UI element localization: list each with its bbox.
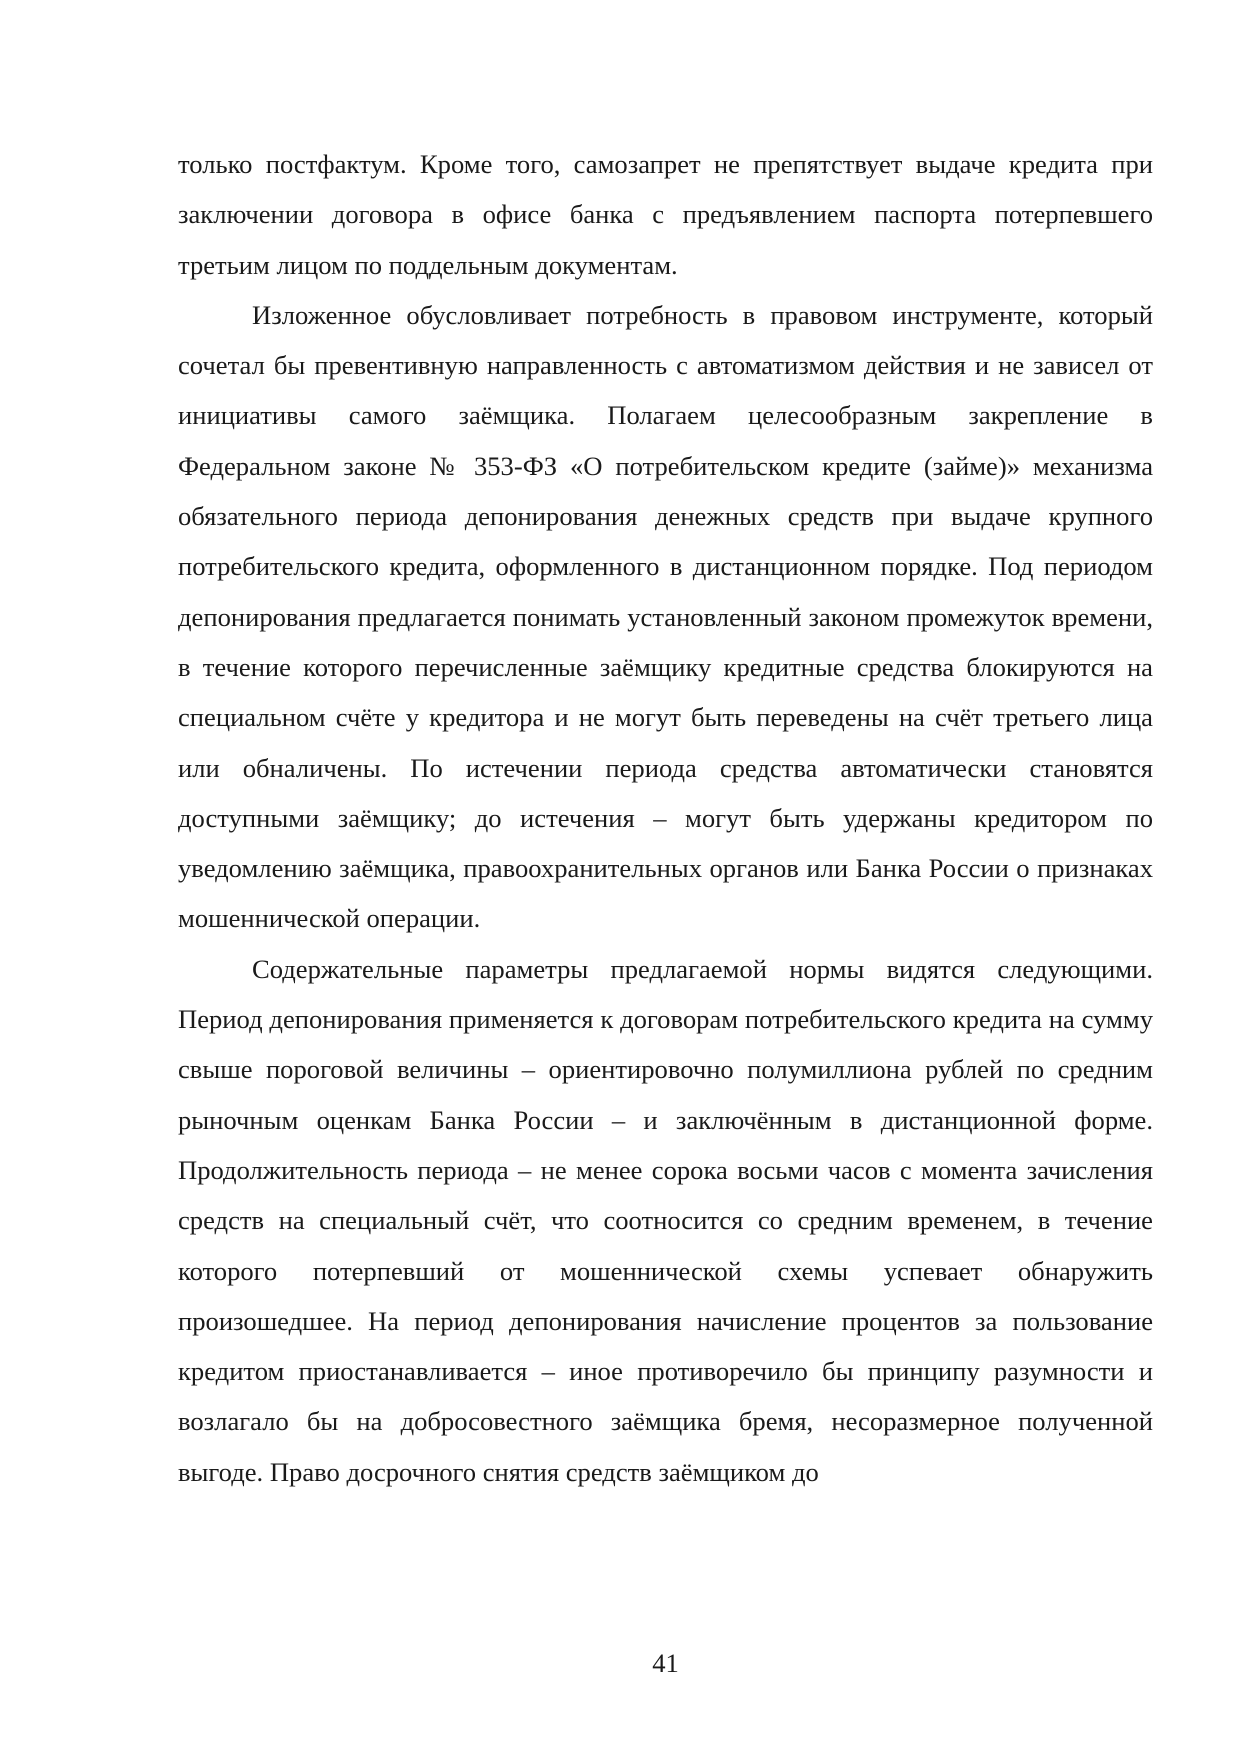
page-number: 41 [652,1648,679,1678]
paragraph-deposit-mechanism: Изложенное обусловливает потребность в правовом инструменте, который сочетал бы превентивную направленность с автоматизмом действия и не зависел от инициативы самого заёмщика. Полагаем целесообразным закрепление в Федеральном законе № 353-ФЗ «О потребительском кредите (займе)» механизма обязательного периода депонирования денежных средств при выдаче крупного потребительского кредита, оформленного в дистанционном порядке. Под периодом депонирования предлагается понимать установленный законом промежуток времени, в течение которого перечисленные заёмщику кредитные средства блокируются на специальном счёте у кредитора и не могут быть переведены на счёт третьего лица или обналичены. По истечении периода средства автоматически становятся доступными заёмщику; до истечения – могут быть удержаны кредитором по уведомлению заёмщика, правоохранительных органов или Банка России о признаках мошеннической операции. [178,299,1153,934]
paragraph-continuation: только постфактум. Кроме того, самозапрет не препятствует выдаче кредита при заключении договора в офисе банка с предъявлением паспорта потерпевшего третьим лицом по поддельным документам. [178,149,1153,280]
body-text [178,139,1153,1497]
paragraph-norm-parameters: Содержательные параметры предлагаемой нормы видятся следующими. Период депонирования применяется к договорам потребительского кредита на сумму свыше пороговой величины – ориентировочно полумиллиона рублей по средним рыночным оценкам Банка России – и заключённым в дистанционной форме. Продолжительность периода – не менее сорока восьми часов с момента зачисления средств на специальный счёт, что соотносится со средним временем, в течение которого потерпевший от мошеннической схемы успевает обнаружить произошедшее. На период депонирования начисление процентов за пользование кредитом приостанавливается – иное противоречило бы принципу разумности и возлагало бы на добросовестного заёмщика бремя, несоразмерное полученной выгоде. Право досрочного снятия средств заёмщиком до [178,953,1153,1487]
